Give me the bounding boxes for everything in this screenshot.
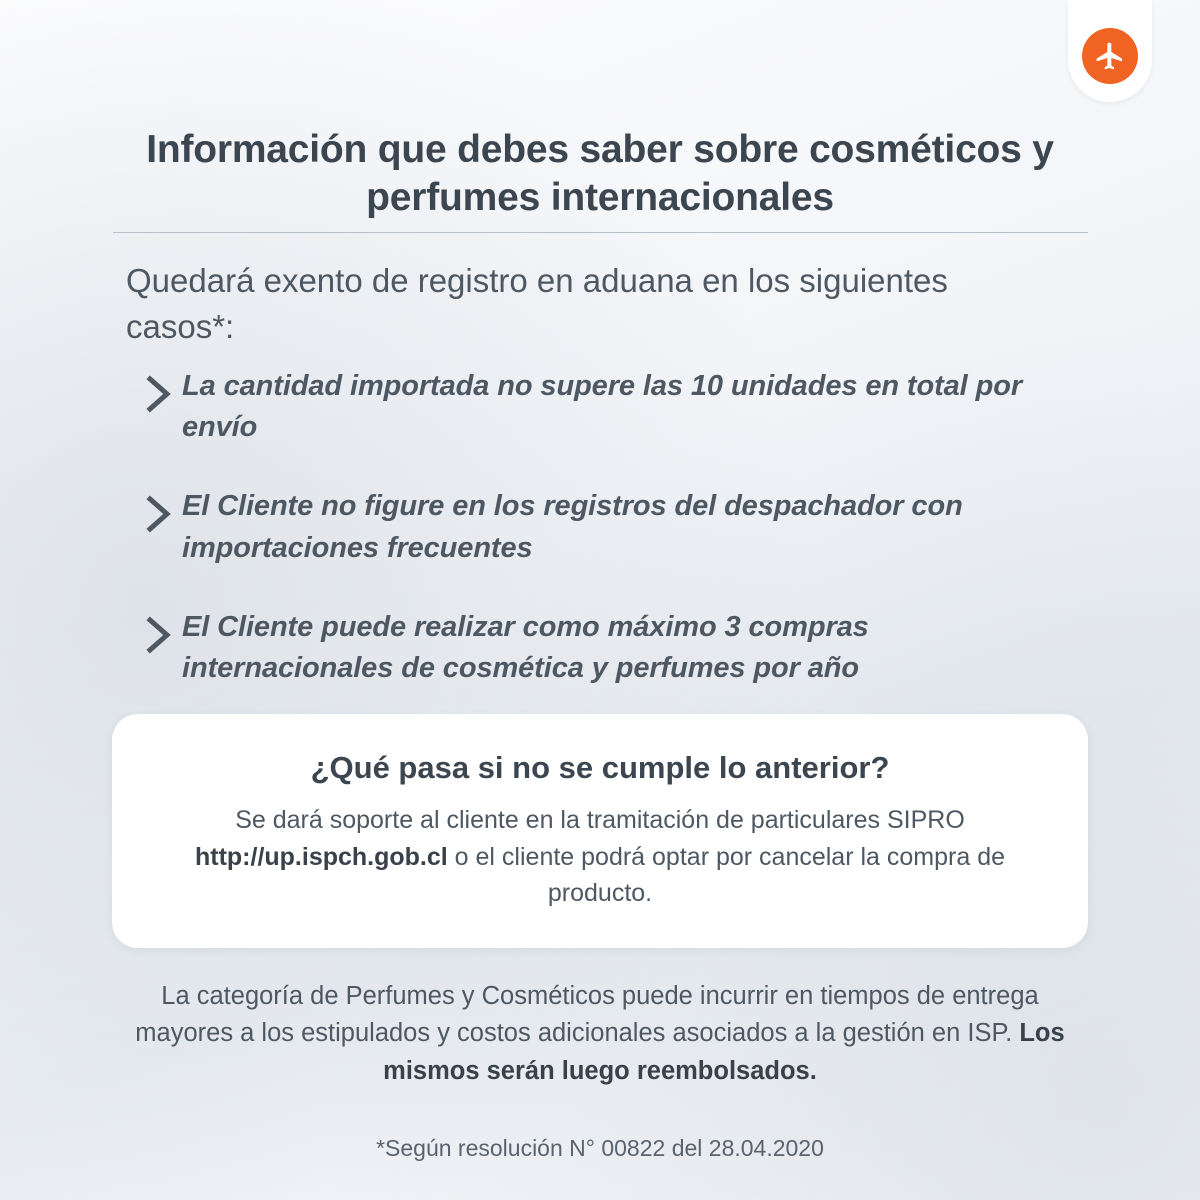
footer-note (118, 978, 1082, 1090)
list-item-label: El Cliente no figure en los registros del despachador con importaciones frecuentes (182, 490, 963, 564)
card-title: ¿Qué pasa si no se cumple lo anterior? (310, 750, 890, 785)
list-item (136, 607, 1086, 689)
footer-note-part1: La categoría de Perfumes y Cosméticos puede incurrir en tiempos de entrega mayores a los estipulados y costos adicionales asociados a la gestión en ISP. (135, 982, 1039, 1048)
list-item (136, 486, 1086, 568)
card-body (160, 802, 1040, 912)
page-title: Información que debes saber sobre cosméticos y perfumes internacionales (146, 128, 1054, 219)
list-item-label: La cantidad importada no supere las 10 unidades en total por envío (182, 370, 1023, 444)
list-item (136, 366, 1086, 448)
chevron-right-icon (136, 612, 182, 658)
footer-note-emphasis: Los mismos serán luego reembolsados. (383, 1019, 1065, 1085)
intro-text: Quedará exento de registro en aduana en los siguientes casos*: (126, 262, 948, 345)
chevron-right-icon (136, 371, 182, 417)
title-divider (113, 232, 1088, 233)
exemption-list (136, 366, 1086, 727)
chevron-right-icon (136, 491, 182, 537)
resolution-footnote: *Según resolución N° 00822 del 28.04.2020 (376, 1135, 824, 1161)
ispch-link[interactable]: http://up.ispch.gob.cl (194, 842, 448, 871)
badge-holder (1068, 0, 1152, 102)
info-card (112, 714, 1088, 948)
airplane-icon (1082, 28, 1138, 84)
list-item-label: El Cliente puede realizar como máximo 3 compras internacionales de cosmética y perfumes por año (182, 610, 869, 684)
card-body-part1: Se dará soporte al cliente en la tramitación de particulares SIPRO (235, 806, 965, 834)
card-body-part2: o el cliente podrá optar por cancelar la compra de producto. (447, 842, 1005, 907)
